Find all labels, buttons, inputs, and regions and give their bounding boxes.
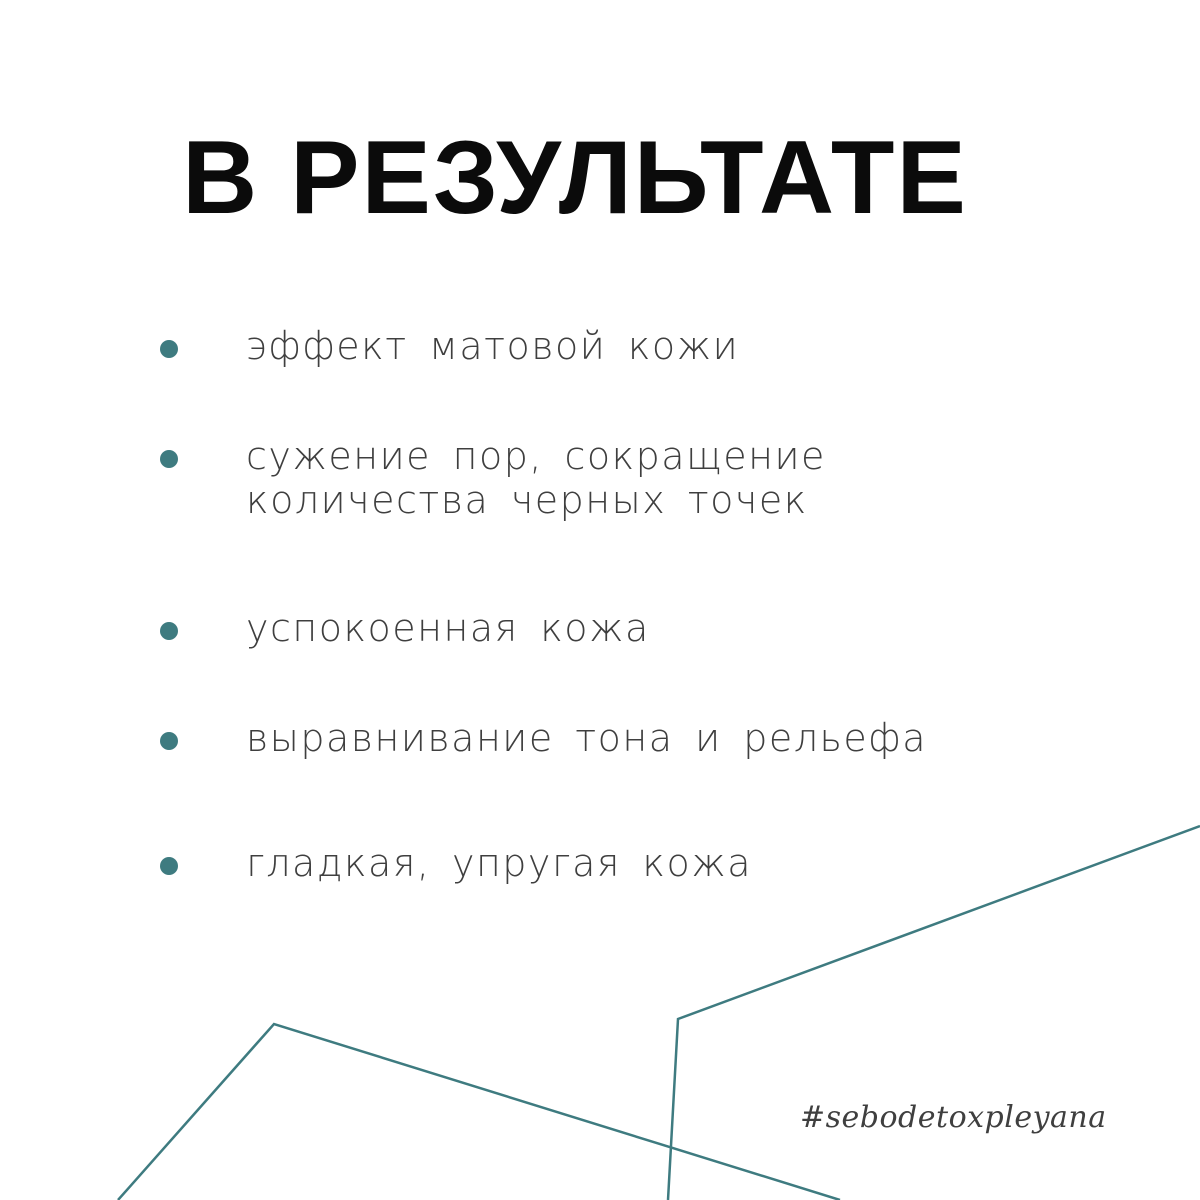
list-item-text: выравнивание тона и рельефа (246, 716, 928, 760)
bullet-dot-icon (160, 622, 178, 640)
page-title: В РЕЗУЛЬТАТЕ (182, 120, 968, 236)
bullet-dot-icon (160, 340, 178, 358)
list-item-text: успокоенная кожа (246, 606, 650, 650)
list-item-text: эффект матовой кожи (246, 324, 740, 368)
list-item-text: сужение пор, сокращение количества черных точек (246, 434, 826, 522)
list-item-text: гладкая, упругая кожа (246, 841, 753, 885)
bullet-dot-icon (160, 732, 178, 750)
bullet-dot-icon (160, 857, 178, 875)
bullet-dot-icon (160, 450, 178, 468)
hashtag: #sebodetoxpleyana (800, 1100, 1107, 1135)
